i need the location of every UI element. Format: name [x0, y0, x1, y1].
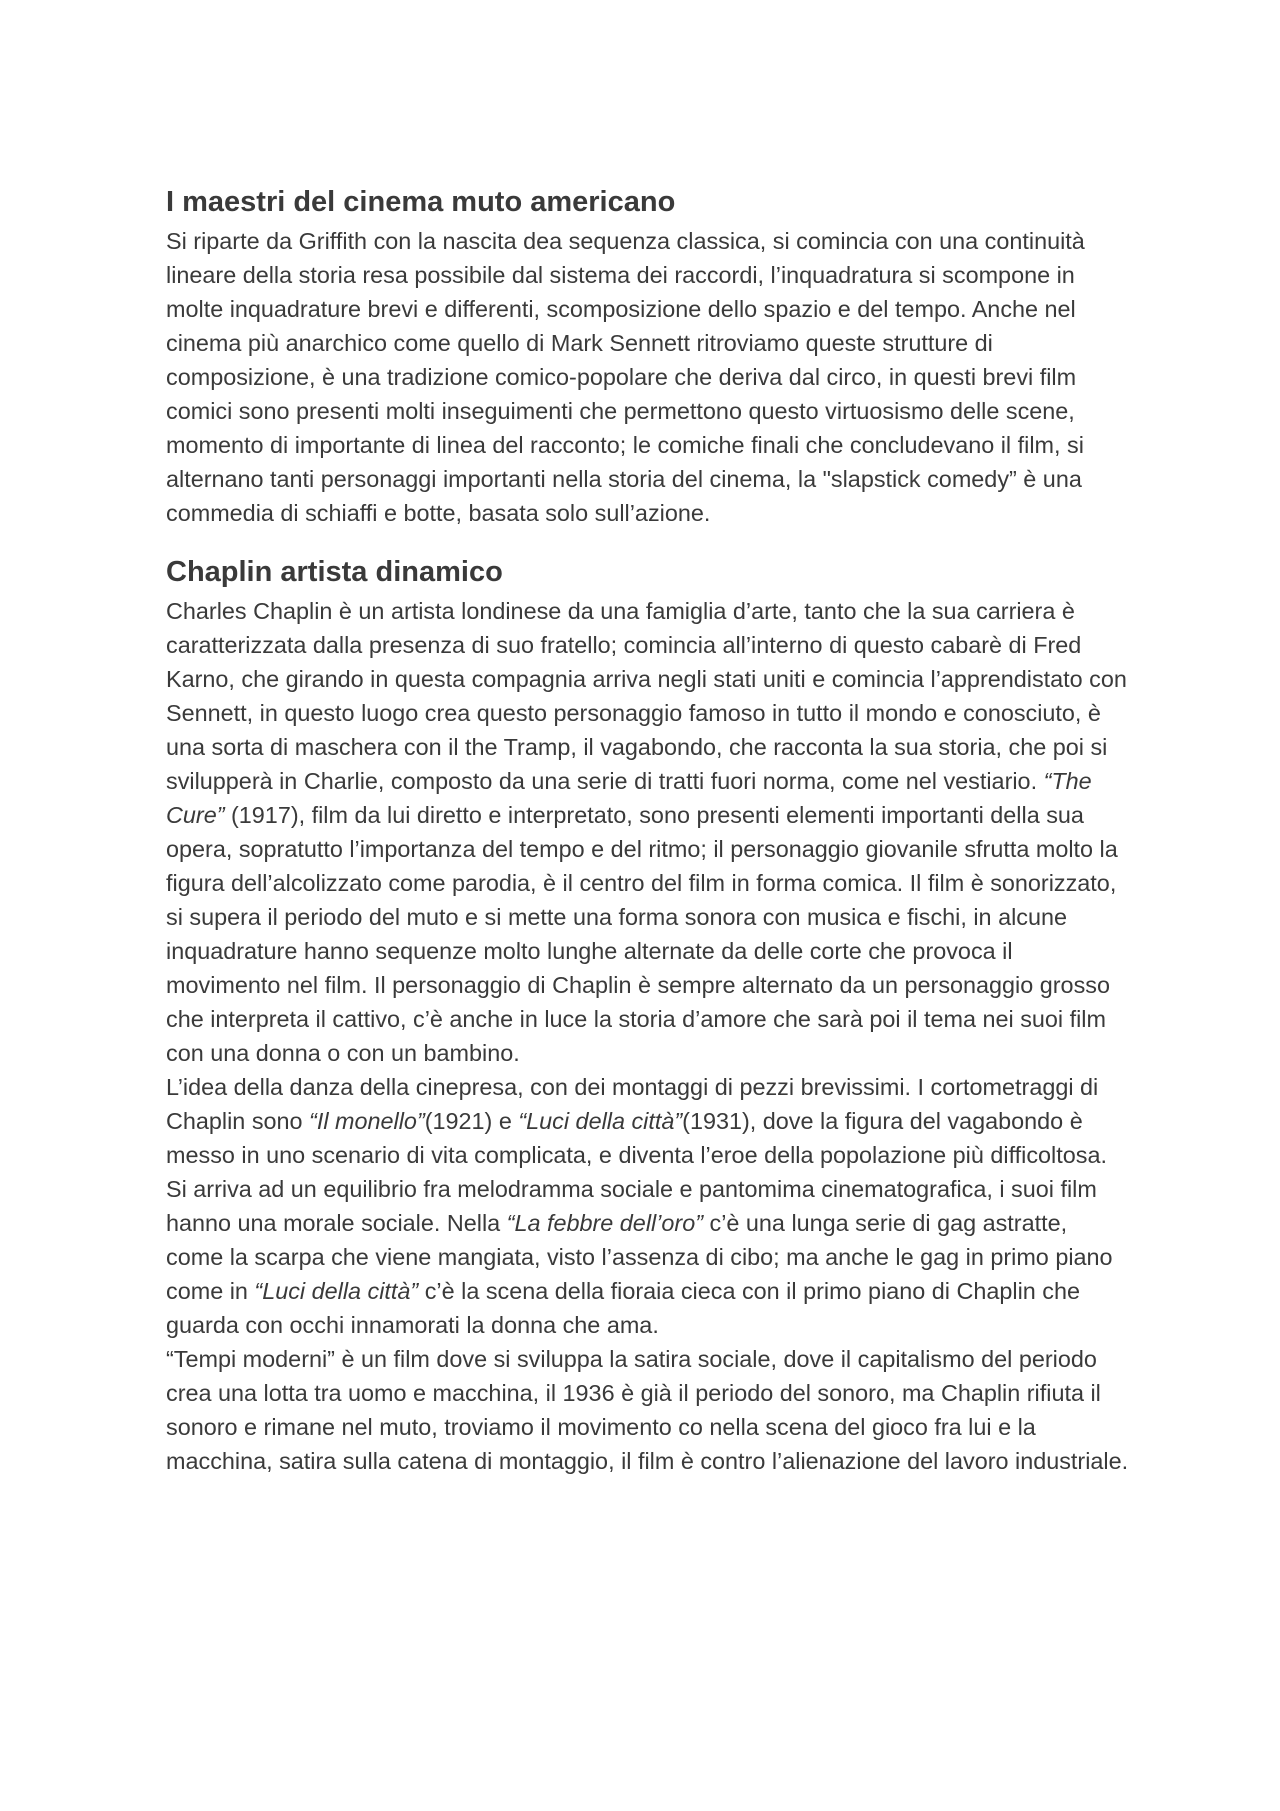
- section-silent-cinema-masters: [166, 182, 1130, 530]
- film-title: “The Cure”: [166, 768, 1092, 828]
- film-title: “Luci della città”: [518, 1108, 683, 1134]
- paragraph: [166, 1070, 1130, 1342]
- text-run: (1931), dove la figura del vagabondo è messo in uno scenario di vita complicata, e diventa l’eroe della popolazione più difficoltosa. Si arriva ad un equilibrio fra melodramma sociale e pantomima cinematografica, i suoi film hanno una morale sociale. Nella: [166, 1108, 1107, 1236]
- text-run: c’è la scena della fioraia cieca con il primo piano di Chaplin che guarda con occhi innamorati la donna che ama.: [166, 1278, 1081, 1338]
- text-run: “Tempi moderni” è un film dove si sviluppa la satira sociale, dove il capitalismo del periodo crea una lotta tra uomo e macchina, il 1936 è già il periodo del sonoro, ma Chaplin rifiuta il sonoro e rimane nel muto, troviamo il movimento co nella scena del gioco fra lui e la macchina, satira sulla catena di montaggio, il film è contro l’alienazione del lavoro industriale.: [166, 1346, 1129, 1474]
- text-run: Charles Chaplin è un artista londinese da una famiglia d’arte, tanto che la sua carriera è caratterizzata dalla presenza di suo fratello; comincia all’interno di questo cabarè di Fred Karno, che girando in questa compagnia arriva negli stati uniti e comincia l’apprendistato con Sennett, in questo luogo crea questo personaggio famoso in tutto il mondo e conosciuto, è una sorta di maschera con il the Tramp, il vagabondo, che racconta la sua storia, che poi si svilupperà in Charlie, composto da una serie di tratti fuori norma, come nel vestiario.: [166, 598, 1127, 794]
- text-run: (1921) e: [424, 1108, 519, 1134]
- paragraph: [166, 1342, 1130, 1478]
- document-page: [166, 182, 1130, 1478]
- text-run: (1917), film da lui diretto e interpretato, sono presenti elementi importanti della sua opera, sopratutto l’importanza del tempo e del ritmo; il personaggio giovanile sfrutta molto la figura dell’alcolizzato come parodia, è il centro del film in forma comica. Il film è sonorizzato, si supera il periodo del muto e si mette una forma sonora con musica e fischi, in alcune inquadrature hanno sequenze molto lunghe alternate da delle corte che provoca il movimento nel film. Il personaggio di Chaplin è sempre alternato da un personaggio grosso che interpreta il cattivo, c’è anche in luce la storia d’amore che sarà poi il tema nei suoi film con una donna o con un bambino.: [166, 802, 1118, 1066]
- film-title: “La febbre dell’oro”: [506, 1210, 704, 1236]
- paragraph: [166, 594, 1130, 1070]
- film-title: “Il monello”: [309, 1108, 425, 1134]
- paragraph: [166, 224, 1130, 530]
- text-run: L’idea della danza della cinepresa, con dei montaggi di pezzi brevissimi. I cortometraggi di Chaplin sono: [166, 1074, 1099, 1134]
- section-heading: I maestri del cinema muto americano: [166, 186, 676, 218]
- section-heading: Chaplin artista dinamico: [166, 556, 503, 588]
- section-chaplin: [166, 552, 1130, 1478]
- text-run: c’è una lunga serie di gag astratte, come la scarpa che viene mangiata, visto l’assenza di cibo; ma anche le gag in primo piano come in: [166, 1210, 1113, 1304]
- film-title: “Luci della città”: [254, 1278, 419, 1304]
- text-run: Si riparte da Griffith con la nascita dea sequenza classica, si comincia con una continuità lineare della storia resa possibile dal sistema dei raccordi, l’inquadratura si scompone in molte inquadrature brevi e differenti, scomposizione dello spazio e del tempo. Anche nel cinema più anarchico come quello di Mark Sennett ritroviamo queste strutture di composizione, è una tradizione comico-popolare che deriva dal circo, in questi brevi film comici sono presenti molti inseguimenti che permettono questo virtuosismo delle scene, momento di importante di linea del racconto; le comiche finali che concludevano il film, si alternano tanti personaggi importanti nella storia del cinema, la "slapstick comedy” è una commedia di schiaffi e botte, basata solo sull’azione.: [166, 228, 1085, 526]
